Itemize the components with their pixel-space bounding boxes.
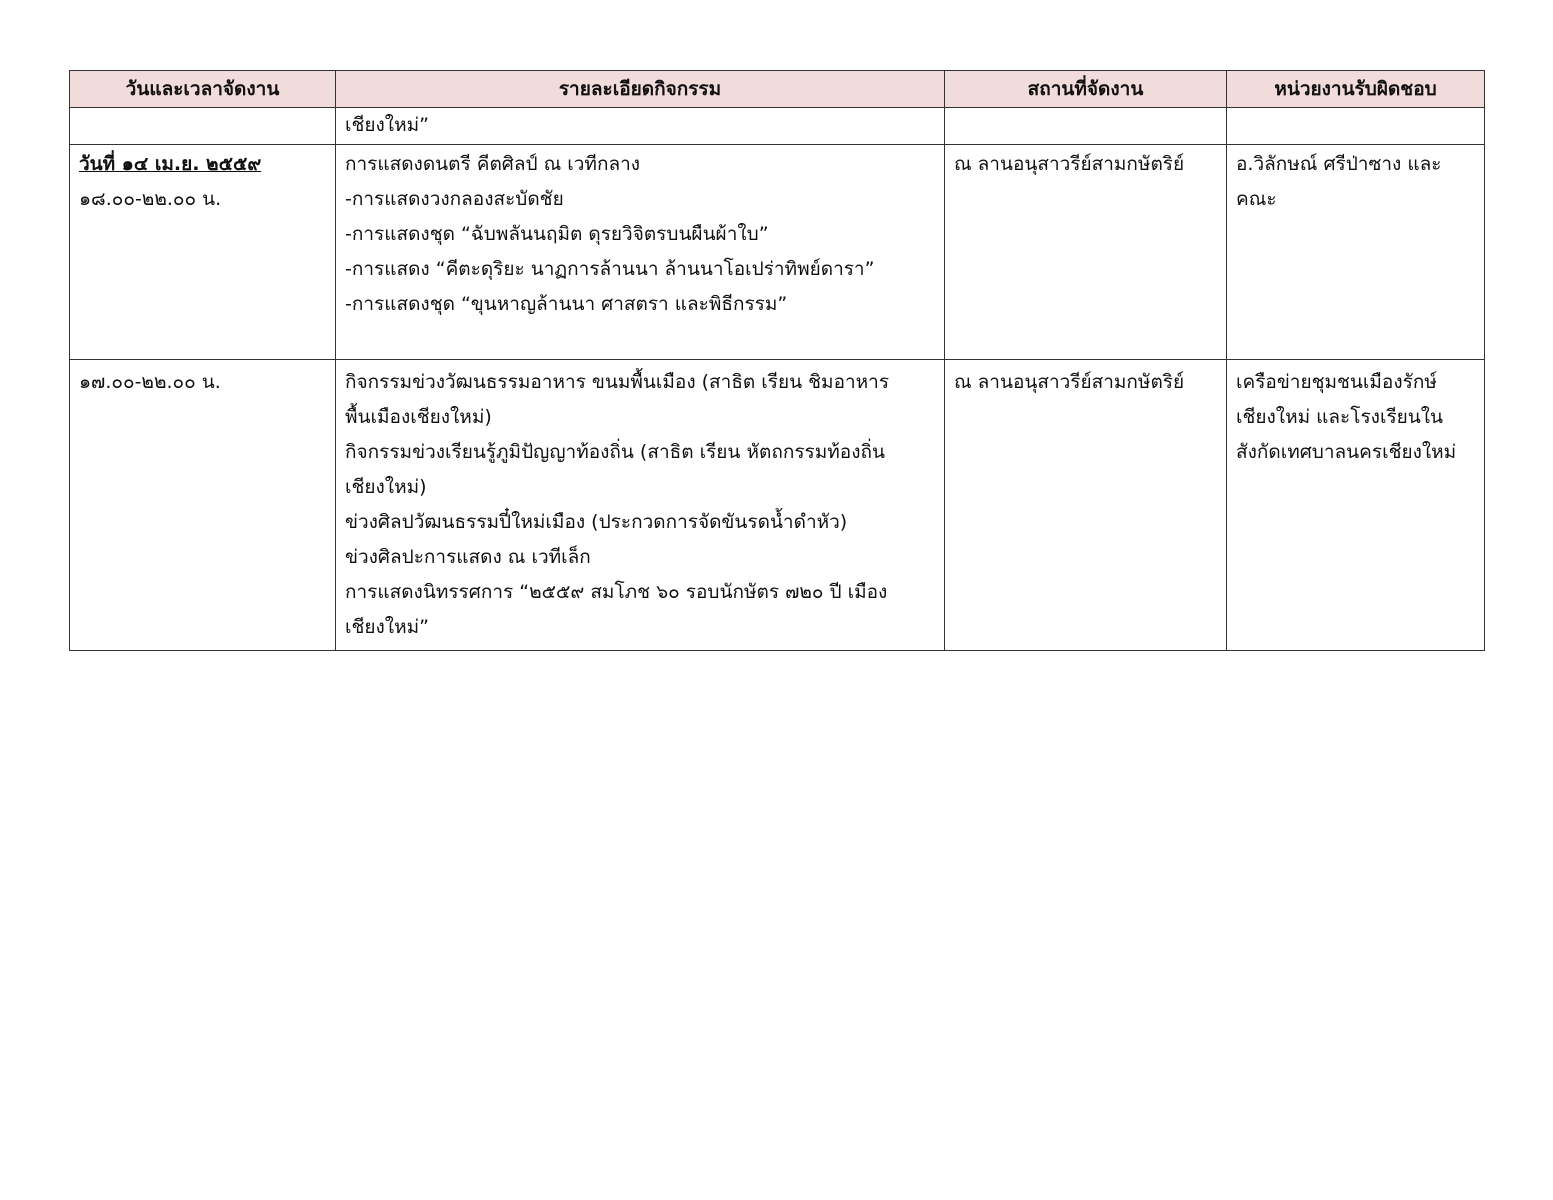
detail-line: -การแสดงชุด “ขุนหาญล้านนา ศาสตรา และพิธีกรรม”: [345, 293, 788, 315]
org-line: อ.วิลักษณ์ ศรีป่าซาง และ: [1236, 153, 1442, 175]
event-time: ๑๘.๐๐-๒๒.๐๐ น.: [79, 188, 222, 210]
cell-org-empty: [1227, 108, 1485, 145]
header-venue: สถานที่จัดงาน: [945, 71, 1227, 108]
cell-details: [336, 108, 945, 145]
header-responsible-unit: หน่วยงานรับผิดชอบ: [1227, 71, 1485, 108]
venue-line: ณ ลานอนุสาวรีย์สามกษัตริย์: [954, 371, 1185, 393]
cell-venue: [945, 145, 1227, 360]
cell-responsible-unit: [1227, 145, 1485, 360]
venue-line: ณ ลานอนุสาวรีย์สามกษัตริย์: [954, 153, 1185, 175]
org-line: เครือข่ายชุมชนเมืองรักษ์: [1236, 371, 1437, 393]
org-line: เชียงใหม่ และโรงเรียนใน: [1236, 406, 1444, 428]
cell-date-time: [70, 145, 336, 360]
detail-line: เชียงใหม่”: [345, 114, 429, 136]
detail-line: -การแสดง “คีตะดุริยะ นาฏการล้านนา ล้านนาโอเปร่าทิพย์ดารา”: [345, 258, 875, 280]
detail-line: -การแสดงวงกลองสะบัดชัย: [345, 188, 564, 210]
cell-date-time: [70, 360, 336, 651]
cell-details: [336, 145, 945, 360]
header-date-time: วันและเวลาจัดงาน: [70, 71, 336, 108]
table-row: [70, 145, 1485, 360]
event-time: ๑๗.๐๐-๒๒.๐๐ น.: [79, 371, 221, 393]
event-date: วันที่ ๑๔ เม.ย. ๒๕๕๙: [79, 153, 262, 175]
detail-line: กิจกรรมข่วงเรียนรู้ภูมิปัญญาท้องถิ่น (สาธิต เรียน หัตถกรรมท้องถิ่น: [345, 441, 885, 463]
header-row: [70, 71, 1485, 108]
detail-line: เชียงใหม่): [345, 476, 427, 498]
detail-line: -การแสดงชุด “ฉับพลันนฤมิต ดุรยวิจิตรบนผืนผ้าใบ”: [345, 223, 769, 245]
schedule-table: [69, 70, 1485, 651]
org-line: สังกัดเทศบาลนครเชียงใหม่: [1236, 441, 1457, 463]
cell-responsible-unit: [1227, 360, 1485, 651]
cell-details: [336, 360, 945, 651]
cell-date-empty: [70, 108, 336, 145]
schedule-sheet: [69, 70, 1484, 651]
detail-line: กิจกรรมข่วงวัฒนธรรมอาหาร ขนมพื้นเมือง (สาธิต เรียน ชิมอาหาร: [345, 371, 890, 393]
header-activity-details: รายละเอียดกิจกรรม: [336, 71, 945, 108]
detail-line: การแสดงนิทรรศการ “๒๕๕๙ สมโภช ๖๐ รอบนักษัตร ๗๒๐ ปี เมือง: [345, 581, 888, 603]
org-line: คณะ: [1236, 188, 1277, 210]
table-row-continuation: [70, 108, 1485, 145]
detail-line: เชียงใหม่”: [345, 616, 429, 638]
detail-line: พื้นเมืองเชียงใหม่): [345, 406, 492, 428]
detail-line: ข่วงศิลปวัฒนธรรมปี๋ใหม่เมือง (ประกวดการจัดขันรดน้ำดำหัว): [345, 511, 848, 533]
detail-line: การแสดงดนตรี คีตศิลป์ ณ เวทีกลาง: [345, 153, 641, 175]
table-row: [70, 360, 1485, 651]
cell-venue: [945, 360, 1227, 651]
cell-venue-empty: [945, 108, 1227, 145]
detail-line: ข่วงศิลปะการแสดง ณ เวทีเล็ก: [345, 546, 591, 568]
